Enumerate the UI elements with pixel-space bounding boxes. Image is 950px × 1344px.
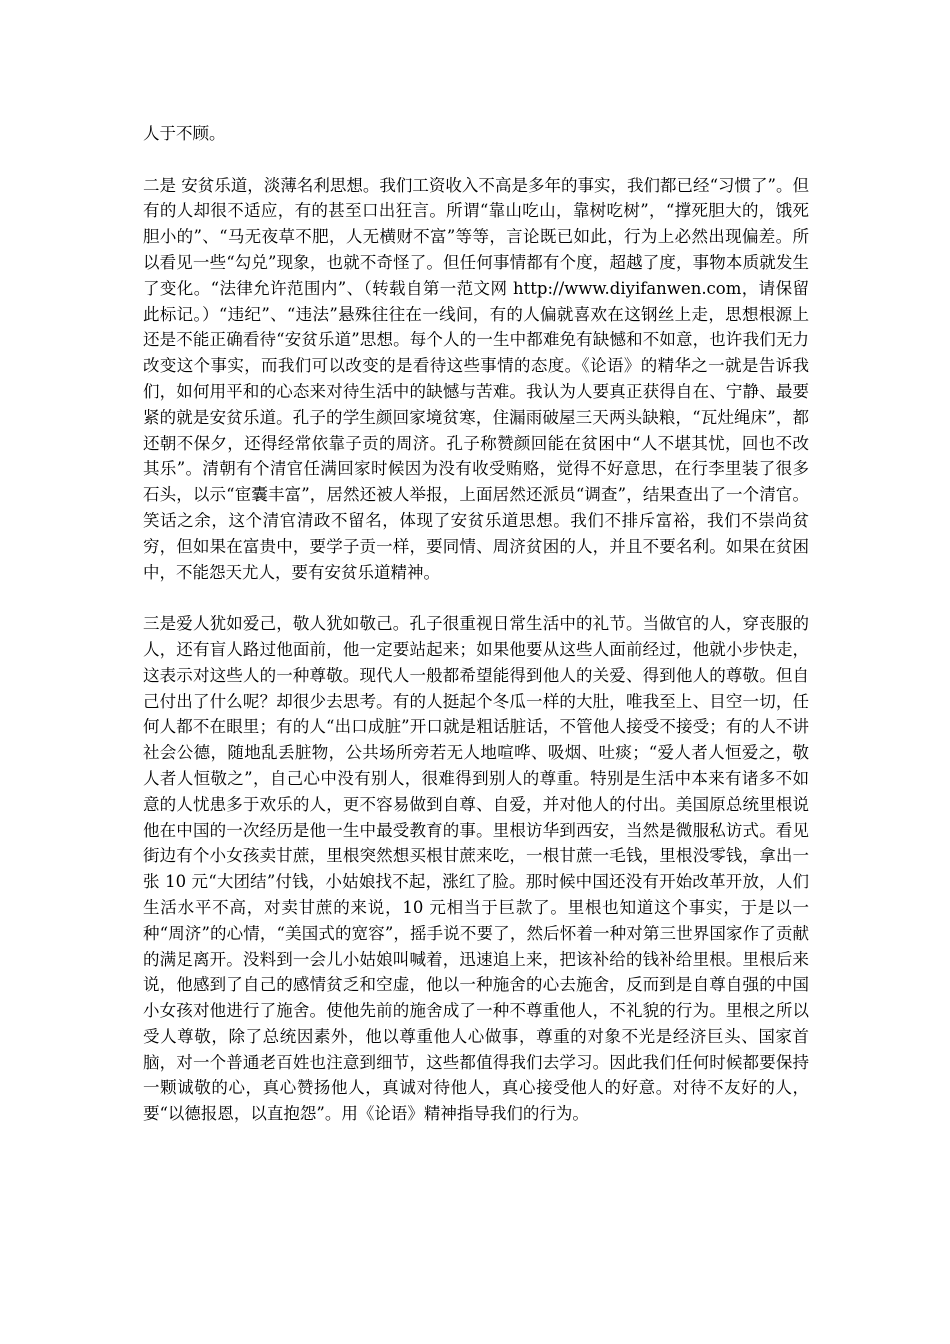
paragraph-continuation: 人于不顾。 bbox=[143, 124, 226, 143]
paragraph-point-three: 三是爱人犹如爱己，敬人犹如敬己。孔子很重视日常生活中的礼节。当做官的人，穿丧服的人，还有盲人路过他面前，他一定要站起来；如果他要从这些人面前经过，他就小步快走，这表示对这些人的一种尊敬。现代人一般都希望能得到他人的关爱、得到他人的尊敬。但自己付出了什么呢？却很少去思考。有的人挺起个冬瓜一样的大肚，唯我至上、目空一切，任何人都不在眼里；有的人“出口成脏”开口就是粗话脏话，不管他人接受不接受；有的人不讲社会公德，随地乱丢脏物，公共场所旁若无人地喧哗、吸烟、吐痰；“爱人者人恒爱之，敬人者人恒敬之”，自己心中没有别人，很难得到别人的尊重。特别是生活中本来有诸多不如意的人忧患多于欢乐的人，更不容易做到自尊、自爱，并对他人的付出。美国原总统里根说他在中国的一次经历是他一生中最受教育的事。里根访华到西安，当然是微服私访式。看见街边有个小女孩卖甘蔗，里根突然想买根甘蔗来吃，一根甘蔗一毛钱，里根没零钱，拿出一张 10 元“大团结”付钱，小姑娘找不起，涨红了脸。那时候中国还没有开始改革开放，人们生活水平不高，对卖甘蔗的来说，10 元相当于巨款了。里根也知道这个事实，于是以一种“周济”的心情，“美国式的宽容”，摇手说不要了，然后怀着一种对第三世界国家作了贡献的满足离开。没料到一会儿小姑娘叫喊着，迅速追上来，把该补给的钱补给里根。里根后来说，他感到了自己的感情贫乏和空虚，他以一种施舍的心去施舍，反而到是自尊自强的中国小女孩对他进行了施舍。使他先前的施舍成了一种不尊重他人，不礼貌的行为。里根之所以受人尊敬，除了总统因素外，他以尊重他人心做事，尊重的对象不光是经济巨头、国家首脑，对一个普通老百姓也注意到细节，这些都值得我们去学习。因此我们任何时候都要保持一颗诚敬的心，真心赞扬他人，真诚对待他人，真心接受他人的好意。对待不友好的人，要“以德报恩，以直抱怨”。用《论语》精神指导我们的行为。 bbox=[143, 614, 809, 1124]
paragraph-point-two: 二是 安贫乐道，淡薄名利思想。我们工资收入不高是多年的事实，我们都已经“习惯了”。但有的人却很不适应，有的甚至口出狂言。所谓“靠山吃山，靠树吃树”，“撑死胆大的，饿死胆小的”、“马无夜草不肥，人无横财不富”等等，言论既已如此，行为上必然出现偏差。所以看见一些“勾兑”现象，也就不奇怪了。但任何事情都有个度，超越了度，事物本质就发生了变化。“法律允许范围内”、（转载自第一范文网 http://www.diyifanwen.com，请保留此标记。）“违纪”、“违法”悬殊往往在一线间，有的人偏就喜欢在这钢丝上走，思想根源上还是不能正确看待“安贫乐道”思想。每个人的一生中都难免有缺憾和不如意，也许我们无力改变这个事实，而我们可以改变的是看待这些事情的态度。《论语》的精华之一就是告诉我们，如何用平和的心态来对待生活中的缺憾与苦难。我认为人要真正获得自在、宁静、最要紧的就是安贫乐道。孔子的学生颜回家境贫寒，住漏雨破屋三天两头缺粮，“瓦灶绳床”，都还朝不保夕，还得经常依靠子贡的周济。孔子称赞颜回能在贫困中“人不堪其忧，回也不改其乐”。清朝有个清官任满回家时候因为没有收受贿赂，觉得不好意思，在行李里装了很多石头，以示“宦囊丰富”，居然还被人举报，上面居然还派员“调查”，结果查出了一个清官。笑话之余，这个清官清政不留名，体现了安贫乐道思想。我们不排斥富裕，我们不崇尚贫穷，但如果在富贵中，要学子贡一样，要同情、周济贫困的人，并且不要名利。如果在贫困中，不能怨天尤人，要有安贫乐道精神。 bbox=[143, 175, 809, 582]
document-body bbox=[143, 121, 809, 1127]
